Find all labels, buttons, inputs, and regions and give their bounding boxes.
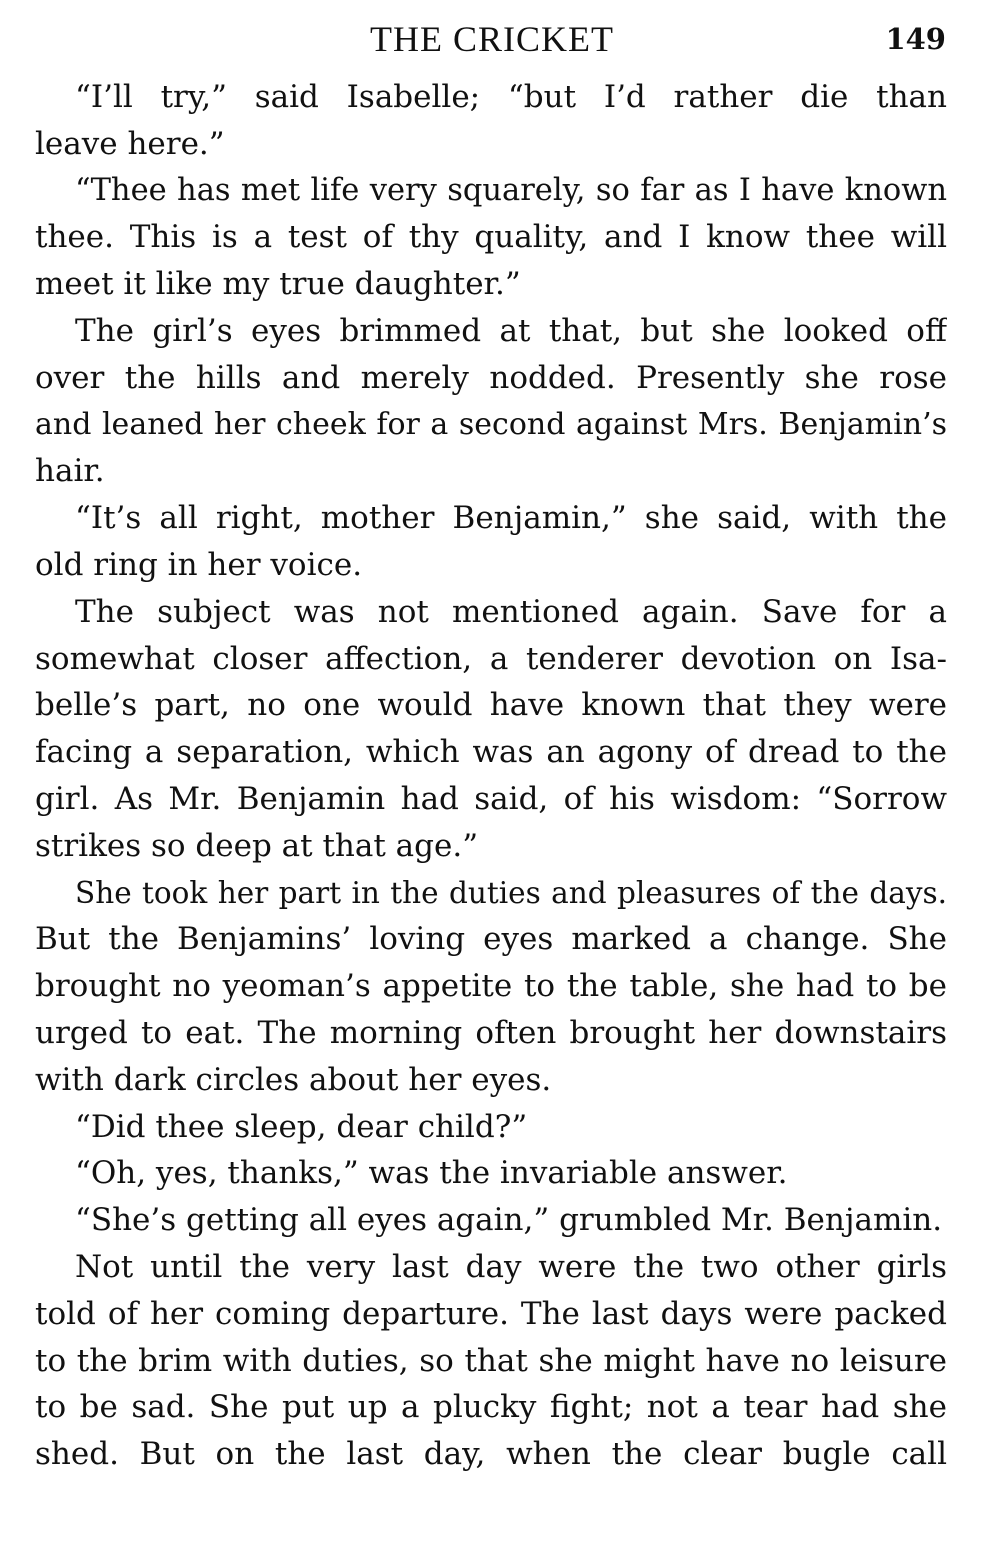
text-line: “Thee has met life very squarely, so far as I have known xyxy=(75,172,947,208)
text-line: “Oh, yes, thanks,” was the invariable answer. xyxy=(75,1155,788,1192)
text-line: told of her coming departure. The last days were packed xyxy=(35,1295,947,1332)
running-title: THE CRICKET xyxy=(370,19,614,59)
text-line: The girl’s eyes brimmed at that, but she looked off xyxy=(75,312,947,349)
body-text xyxy=(35,74,947,1478)
text-line: thee. This is a test of thy quality, and I know thee will xyxy=(35,219,947,256)
text-line: “I’ll try,” said Isabelle; “but I’d rather die than xyxy=(75,79,947,115)
text-line: over the hills and merely nodded. Presently she rose xyxy=(35,359,947,396)
text-line: somewhat closer affection, a tenderer devotion on Isa- xyxy=(35,640,947,677)
text-line: meet it like my true daughter.” xyxy=(35,266,521,303)
text-line: leave here.” xyxy=(35,125,225,162)
text-line: old ring in her voice. xyxy=(35,546,363,583)
text-line: “Did thee sleep, dear child?” xyxy=(75,1108,528,1145)
text-line: strikes so deep at that age.” xyxy=(35,827,479,864)
text-line: with dark circles about her eyes. xyxy=(35,1061,552,1098)
text-line: Not until the very last day were the two other girls xyxy=(75,1248,947,1285)
text-line: But the Benjamins’ loving eyes marked a change. She xyxy=(35,921,947,958)
page-number: 149 xyxy=(885,22,946,56)
text-line: “It’s all right, mother Benjamin,” she said, with the xyxy=(75,500,947,537)
text-line: to the brim with duties, so that she might have no leisure xyxy=(35,1342,947,1379)
text-line: The subject was not mentioned again. Save for a xyxy=(75,593,947,630)
text-line: facing a separation, which was an agony of dread to the xyxy=(35,734,947,771)
text-line: “She’s getting all eyes again,” grumbled Mr. Benjamin. xyxy=(75,1202,943,1239)
text-line: and leaned her cheek for a second against Mrs. Benjamin’s xyxy=(35,406,947,442)
text-line: belle’s part, no one would have known that they were xyxy=(35,687,947,724)
text-line: brought no yeoman’s appetite to the table, she had to be xyxy=(35,968,947,1005)
text-line: shed. But on the last day, when the clear bugle call xyxy=(35,1436,947,1473)
text-line: urged to eat. The morning often brought her downstairs xyxy=(35,1014,947,1051)
text-line: girl. As Mr. Benjamin had said, of his wisdom: “Sorrow xyxy=(35,780,947,817)
text-line: hair. xyxy=(35,453,105,490)
text-line: to be sad. She put up a plucky fight; not a tear had she xyxy=(35,1389,947,1426)
text-line: She took her part in the duties and pleasures of the days. xyxy=(75,875,947,910)
running-head xyxy=(36,14,948,64)
